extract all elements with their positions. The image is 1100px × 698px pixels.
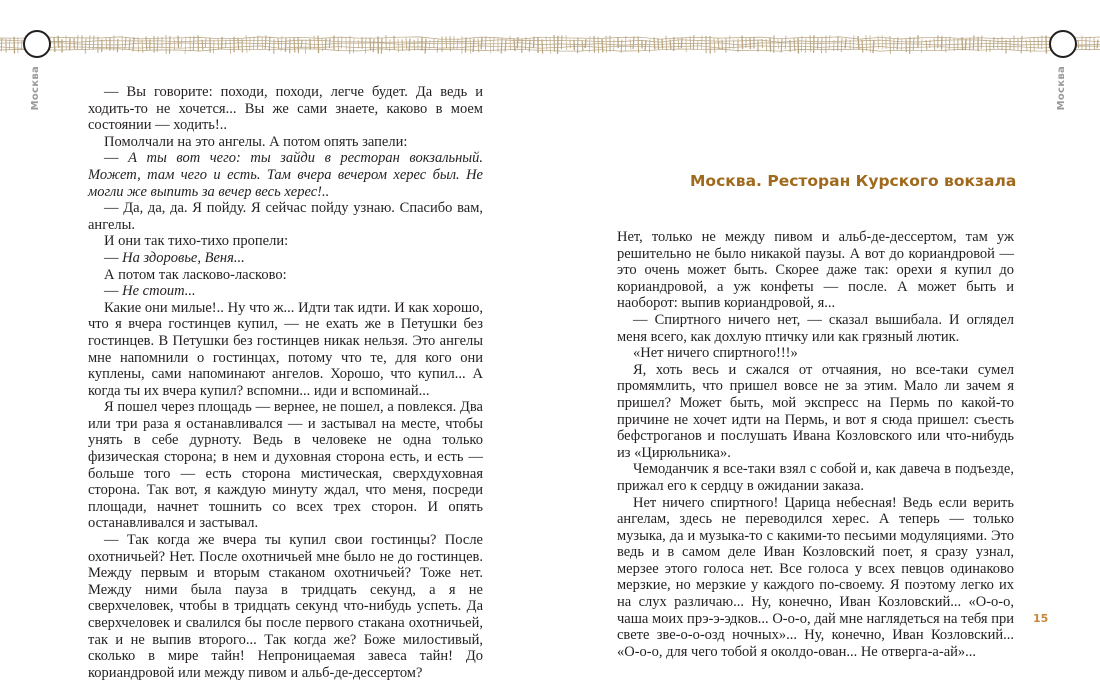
italic-text: Не стоит... bbox=[122, 283, 196, 300]
text-run: — Да, да, да. Я пойду. Я сейчас пойду узнаю. Спасибо вам, ангелы. bbox=[88, 200, 483, 233]
paragraph bbox=[617, 345, 1014, 362]
text-run: — bbox=[104, 283, 123, 300]
page-number: 15 bbox=[1033, 612, 1049, 625]
paragraph bbox=[88, 250, 483, 267]
decorative-border bbox=[0, 0, 1100, 88]
border-ring-left bbox=[24, 31, 50, 57]
text-run: Какие они милые!.. Ну что ж... Идти так идти. И как хорошо, что я вчера гостинцев купил, — не ехать же в Петушки без гостинцев. В Петушки без гостинцев никак нельзя. Это ангелы мне напомнили о гостинцах, потому что те, для кого они куплены, сами напоминают ангелов. Хорошо, что купил... А когда ты их вчера купил? вспомни... иди и вспоминай... bbox=[88, 299, 483, 399]
chapter-heading: Москва. Ресторан Курского вокзала bbox=[690, 172, 1017, 190]
paragraph bbox=[88, 532, 483, 681]
border-ring-right bbox=[1050, 31, 1076, 57]
text-run: — bbox=[104, 150, 129, 167]
text-run: «Нет ничего спиртного!!!» bbox=[633, 345, 798, 362]
text-run: Я, хоть весь и сжался от отчаяния, но все-таки сумел промямлить, что пришел вовсе не за этим. Мало ли зачем я пришел? Может быть, мой экспресс на Пермь по какой-то причине не хочет идти на Пермь, и вот я сюда пришел: съесть бефстроганов и послушать Ивана Козловского или что-нибудь из «Цирюльника». bbox=[617, 361, 1014, 461]
text-run: Нет ничего спиртного! Царица небесная! Ведь если верить ангелам, здесь не переводился херес. А теперь — только музыка, да и музыка-то с какими-то песьими модуляциями. Это ведь и в самом деле Иван Козловский поет, я сразу узнал, мерзее этого голоса нет. Все голоса у всех певцов одинаково мерзкие, но мерзкие у каждого по-своему. Я поэтому легко их на слух различаю... Ну, конечно, Иван Козловский... «О-о-о, чаша моих прэ-э-эдков... О-о-о, дай мне наглядеться на тебя при свете зве-о-о-озд ночных»... Ну, конечно, Иван Козловский... «О-о-о, для чего тобой я околдо-ован... Не отверга-а-ай»... bbox=[617, 494, 1014, 660]
italic-text: На здоровье, Веня... bbox=[122, 249, 245, 266]
text-run: — Спиртного ничего нет, — сказал вышибала. И оглядел меня всего, как дохлую птичку или как грязный лютик. bbox=[617, 311, 1014, 345]
text-run: — bbox=[104, 249, 123, 266]
paragraph bbox=[617, 495, 1014, 661]
right-page-text bbox=[617, 229, 1014, 660]
paragraph bbox=[617, 461, 1014, 494]
text-run: Помолчали на это ангелы. А потом опять запели: bbox=[104, 133, 408, 150]
left-page-text bbox=[88, 84, 483, 681]
text-run: Нет, только не между пивом и альб-де-дессертом, там уж решительно не было никакой паузы. А вот до кориандровой — это очень может быть. Скорее даже так: орехи я купил до кориандровой, а уж конфеты — после. А может быть и наоборот: выпив кориандровой, я... bbox=[617, 229, 1014, 312]
paragraph bbox=[88, 150, 483, 200]
paragraph bbox=[88, 267, 483, 284]
text-run: И они так тихо-тихо пропели: bbox=[104, 233, 289, 250]
paragraph bbox=[88, 283, 483, 300]
paragraph bbox=[88, 233, 483, 250]
paragraph bbox=[88, 300, 483, 400]
paragraph bbox=[617, 312, 1014, 345]
paragraph bbox=[88, 399, 483, 532]
text-run: А потом так ласково-ласково: bbox=[104, 266, 287, 283]
italic-text: А ты вот чего: ты зайди в ресторан вокзальный. Может, там чего и есть. Там вчера вечером херес был. Не могли же выпить за вечер весь херес!.. bbox=[88, 150, 484, 200]
text-run: Чемоданчик я все-таки взял с собой и, как давеча в подъезде, прижал его к сердцу в ожидании заказа. bbox=[617, 461, 1014, 494]
paragraph bbox=[88, 200, 483, 233]
paragraph bbox=[617, 229, 1014, 312]
text-run: Я пошел через площадь — вернее, не пошел, а повлекся. Два или три раза я останавливался — и застывал на месте, чтобы унять в себе дурноту. Ведь в человеке не одна только физическая сторона; в нем и духовная сторона есть, и есть — больше того — есть сторона мистическая, сверхдуховная сторона. Так вот, я каждую минуту ждал, что меня, посреди площади, начнет тошнить со всех трех сторон. И опять останавливался и застывал. bbox=[88, 399, 483, 532]
running-header-left: Москва bbox=[30, 66, 41, 111]
paragraph bbox=[617, 362, 1014, 462]
text-run: — Так когда же вчера ты купил свои гостинцы? После охотничьей? Нет. После охотничьей мне было не до гостинцев. Между первым и вторым стаканом охотничьей? Тоже нет. Между ними была пауза в тридцать секунд, а я не сверхчеловек, чтобы в тридцать секунд что-нибудь успеть. Да сверхчеловек и свалился бы после первого стакана охотничьей, так и не выпив второго... Так когда же? Боже милостивый, сколько в мире тайн! Непроницаемая завеса тайн! До кориандровой или между пивом и альб-де-дессертом? bbox=[88, 532, 483, 681]
running-header-right: Москва bbox=[1056, 66, 1067, 111]
text-run: — Вы говорите: походи, походи, легче будет. Да ведь и ходить-то не хочется... Вы же сами знаете, каково в моем состоянии — ходить!.. bbox=[88, 84, 483, 134]
paragraph bbox=[88, 84, 483, 134]
paragraph bbox=[88, 134, 483, 151]
